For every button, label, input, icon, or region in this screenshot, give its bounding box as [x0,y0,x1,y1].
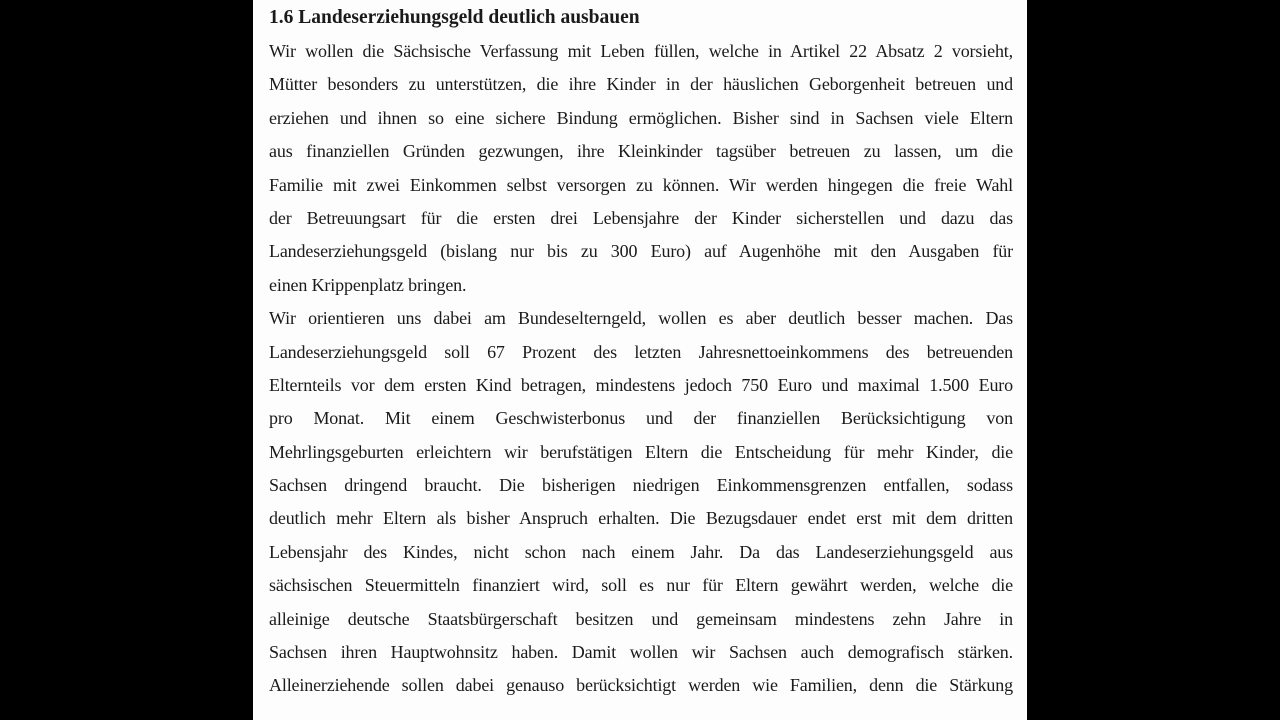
text-line: Landeserziehungsgeld (bislang nur bis zu 300 Euro) auf Augenhöhe mit den Ausgaben für [269,241,1013,262]
text-line: Lebensjahr des Kindes, nicht schon nach einem Jahr. Da das Landeserziehungsgeld aus [269,541,1013,562]
text-line: einen Krippenplatz bringen. [269,274,467,295]
text-line: Sachsen ihren Hauptwohnsitz haben. Damit wollen wir Sachsen auch demografisch stärken. [269,642,1013,663]
paragraph [269,302,1013,703]
text-line: Mütter besonders zu unterstützen, die ihre Kinder in der häuslichen Geborgenheit betreuen und [269,74,1013,95]
text-line: sächsischen Steuermitteln finanziert wird, soll es nur für Eltern gewährt werden, welche die [269,575,1013,596]
text-line: Wir wollen die Sächsische Verfassung mit Leben füllen, welche in Artikel 22 Absatz 2 vorsieht, [269,41,1013,61]
text-line: alleinige deutsche Staatsbürgerschaft besitzen und gemeinsam mindestens zehn Jahre in [269,608,1013,629]
section-heading: 1.6 Landeserziehungsgeld deutlich ausbauen [269,7,640,28]
text-line: Sachsen dringend braucht. Die bisherigen niedrigen Einkommensgrenzen entfallen, sodass [269,475,1013,496]
text-line: Familie mit zwei Einkommen selbst versorgen zu können. Wir werden hingegen die freie Wahl [269,174,1013,195]
text-line: Mehrlingsgeburten erleichtern wir berufstätigen Eltern die Entscheidung für mehr Kinder, die [269,441,1013,462]
paragraph [269,35,1013,302]
text-line: Elternteils vor dem ersten Kind betragen, mindestens jedoch 750 Euro und maximal 1.500 Euro [269,374,1013,395]
text-line: erziehen und ihnen so eine sichere Bindung ermöglichen. Bisher sind in Sachsen viele Eltern [269,107,1013,128]
text-column [253,0,1027,703]
text-line: Alleinerziehende sollen dabei genauso berücksichtigt werden wie Familien, denn die Stärkung [269,675,1013,696]
text-line: aus finanziellen Gründen gezwungen, ihre Kleinkinder tagsüber betreuen zu lassen, um die [269,141,1013,162]
document-page [253,0,1027,720]
text-line: Wir orientieren uns dabei am Bundeselterngeld, wollen es aber deutlich besser machen. Das [269,308,1013,329]
text-line: deutlich mehr Eltern als bisher Anspruch erhalten. Die Bezugsdauer endet erst mit dem dritten [269,508,1013,529]
text-line: pro Monat. Mit einem Geschwisterbonus und der finanziellen Berücksichtigung von [269,408,1013,429]
text-line: der Betreuungsart für die ersten drei Lebensjahre der Kinder sicherstellen und dazu das [269,207,1013,228]
text-line: Landeserziehungsgeld soll 67 Prozent des letzten Jahresnettoeinkommens des betreuenden [269,341,1013,362]
